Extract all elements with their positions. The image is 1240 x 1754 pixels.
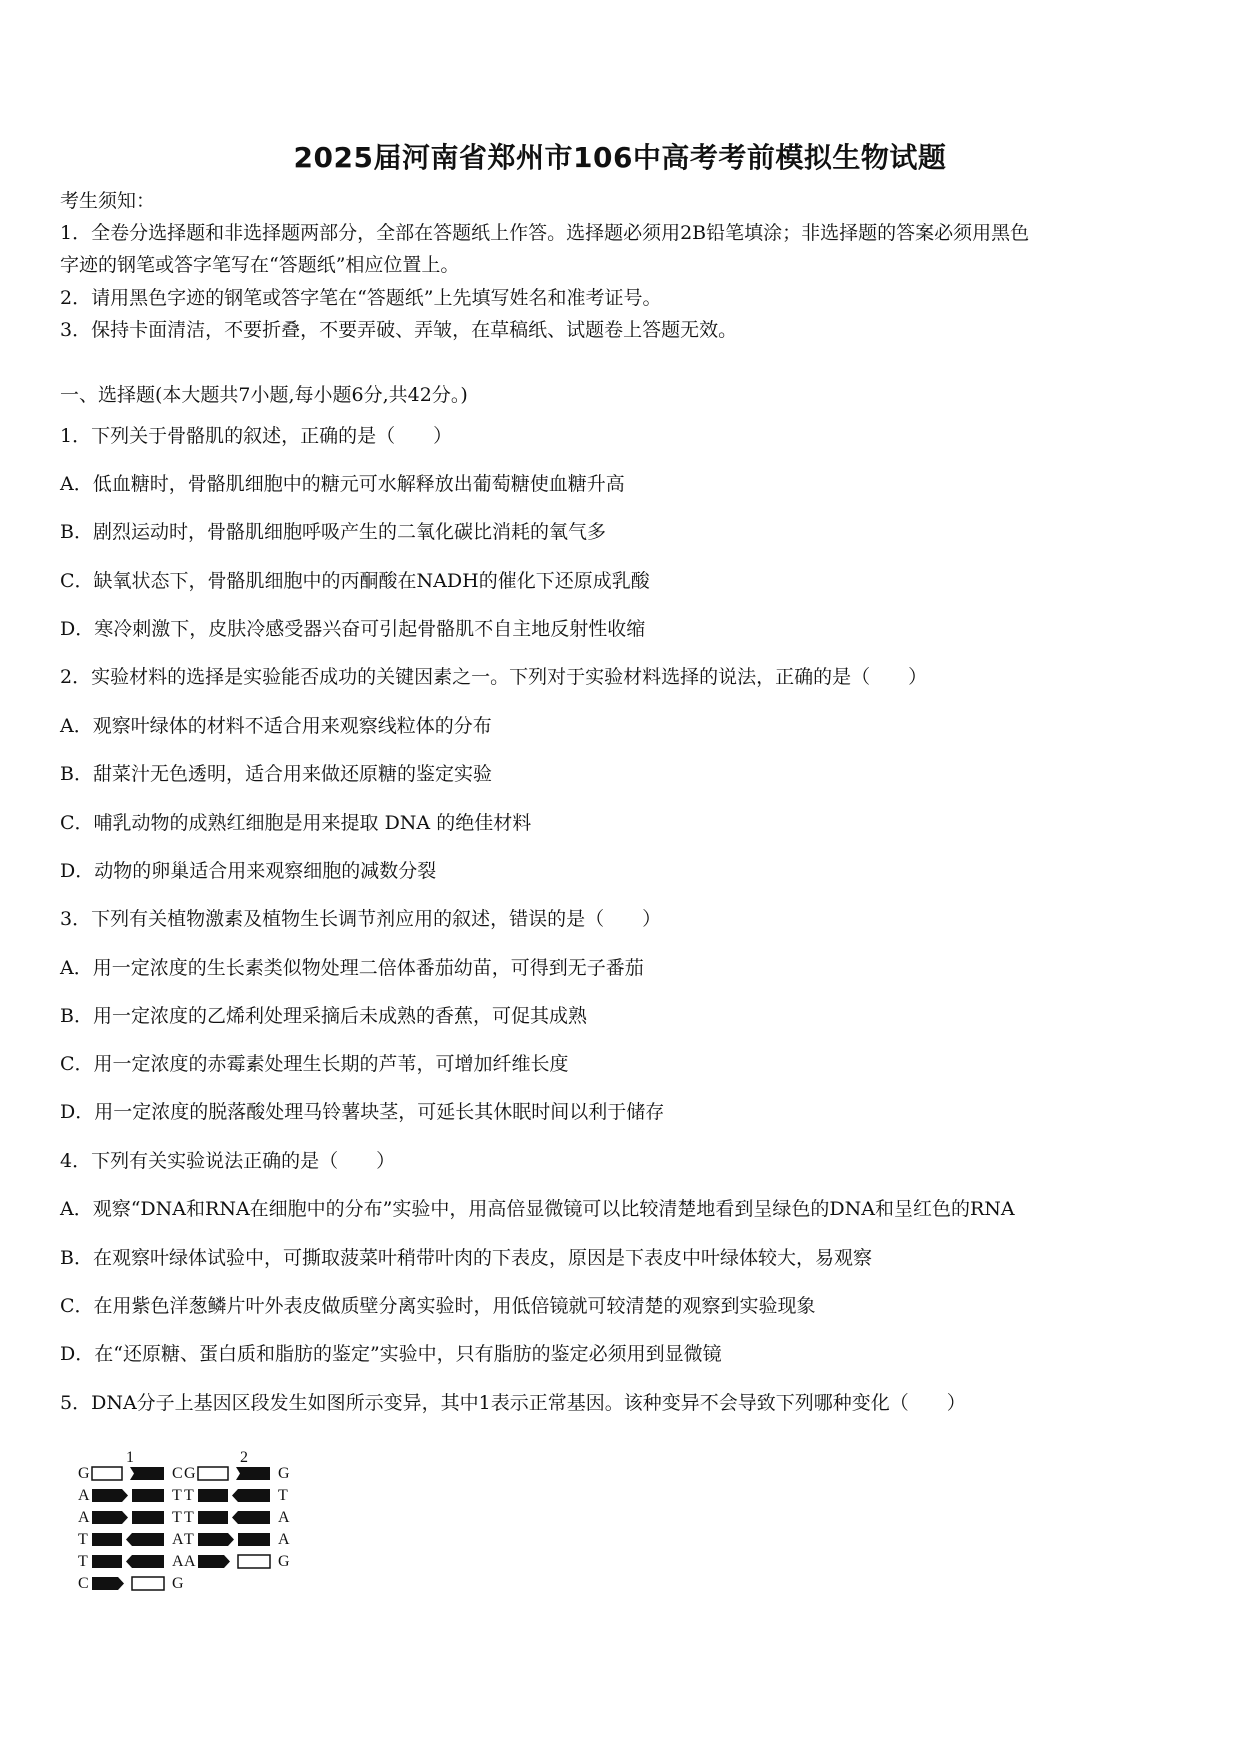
gene2-base-pairs [198, 1467, 270, 1568]
question-option: B．用一定浓度的乙烯利处理采摘后未成熟的香蕉，可促其成熟 [60, 1005, 587, 1027]
exam-title: 2025届河南省郑州市106中高考考前模拟生物试题 [293, 141, 947, 174]
question-option: D．用一定浓度的脱落酸处理马铃薯块茎，可延长其休眠时间以利于储存 [60, 1101, 665, 1123]
question-stem: 1．下列关于骨骼肌的叙述，正确的是（ ） [60, 425, 453, 447]
gene-label-1: 1 [126, 1449, 134, 1466]
question-option: A．观察“DNA和RNA在细胞中的分布”实验中，用高倍显微镜可以比较清楚地看到呈绿色的DNA和呈红色的RNA [60, 1198, 1015, 1220]
base-letter: A [184, 1553, 196, 1570]
base-letter: G [78, 1465, 90, 1482]
notice-item: 2．请用黑色字迹的钢笔或答字笔在“答题纸”上先填写姓名和准考证号。 [60, 287, 662, 309]
base-letter: A [278, 1509, 290, 1526]
base-letter: G [278, 1465, 290, 1482]
question-option: C．缺氧状态下，骨骼肌细胞中的丙酮酸在NADH的催化下还原成乳酸 [60, 570, 650, 592]
base-letter: G [278, 1553, 290, 1570]
section-heading: 一、选择题(本大题共7小题,每小题6分,共42分。) [60, 384, 468, 406]
question-option: C．用一定浓度的赤霉素处理生长期的芦苇，可增加纤维长度 [60, 1053, 569, 1075]
base-letter: T [184, 1531, 194, 1548]
base-letter: G [172, 1575, 184, 1592]
base-letter: A [172, 1553, 184, 1570]
base-letter: A [78, 1487, 90, 1504]
dna-mutation-figure [72, 1448, 312, 1618]
notice-heading: 考生须知： [60, 190, 156, 212]
base-letter: G [184, 1465, 196, 1482]
question-option: B．甜菜汁无色透明，适合用来做还原糖的鉴定实验 [60, 763, 492, 785]
question-stem: 4．下列有关实验说法正确的是（ ） [60, 1150, 396, 1172]
notice-item: 字迹的钢笔或答字笔写在“答题纸”相应位置上。 [60, 254, 460, 276]
question-stem: 5．DNA分子上基因区段发生如图所示变异，其中1表示正常基因。该种变异不会导致下列哪种变化（ ） [60, 1392, 966, 1414]
question-option: A．观察叶绿体的材料不适合用来观察线粒体的分布 [60, 715, 492, 737]
question-stem: 3．下列有关植物激素及植物生长调节剂应用的叙述，错误的是（ ） [60, 908, 662, 930]
base-letter: T [184, 1509, 194, 1526]
question-option: D．在“还原糖、蛋白质和脂肪的鉴定”实验中，只有脂肪的鉴定必须用到显微镜 [60, 1343, 722, 1365]
base-letter: T [78, 1531, 88, 1548]
question-option: C．在用紫色洋葱鳞片叶外表皮做质壁分离实验时，用低倍镜就可较清楚的观察到实验现象 [60, 1295, 816, 1317]
base-letter: T [184, 1487, 194, 1504]
question-option: C．哺乳动物的成熟红细胞是用来提取 DNA 的绝佳材料 [60, 812, 532, 834]
notice-item: 1．全卷分选择题和非选择题两部分，全部在答题纸上作答。选择题必须用2B铅笔填涂；非选择题的答案必须用黑色 [60, 222, 1030, 244]
base-letter: T [78, 1553, 88, 1570]
base-letter: T [172, 1487, 182, 1504]
question-stem: 2．实验材料的选择是实验能否成功的关键因素之一。下列对于实验材料选择的说法，正确的是（ ） [60, 666, 928, 688]
question-option: B．剧烈运动时，骨骼肌细胞呼吸产生的二氧化碳比消耗的氧气多 [60, 521, 606, 543]
notice-item: 3．保持卡面清洁，不要折叠，不要弄破、弄皱，在草稿纸、试题卷上答题无效。 [60, 319, 738, 341]
gene-label-2: 2 [240, 1449, 248, 1466]
base-letter: T [172, 1509, 182, 1526]
base-letter: C [78, 1575, 89, 1592]
question-option: D．动物的卵巢适合用来观察细胞的减数分裂 [60, 860, 437, 882]
question-option: B．在观察叶绿体试验中，可撕取菠菜叶稍带叶肉的下表皮，原因是下表皮中叶绿体较大，易观察 [60, 1247, 872, 1269]
gene1-base-pairs [92, 1467, 164, 1590]
base-letter: A [78, 1509, 90, 1526]
question-option: A．低血糖时，骨骼肌细胞中的糖元可水解释放出葡萄糖使血糖升高 [60, 473, 625, 495]
base-letter: T [278, 1487, 288, 1504]
base-letter: C [172, 1465, 183, 1482]
base-letter: A [172, 1531, 184, 1548]
question-option: A．用一定浓度的生长素类似物处理二倍体番茄幼苗，可得到无子番茄 [60, 957, 644, 979]
question-option: D．寒冷刺激下，皮肤冷感受器兴奋可引起骨骼肌不自主地反射性收缩 [60, 618, 646, 640]
base-letter: A [278, 1531, 290, 1548]
